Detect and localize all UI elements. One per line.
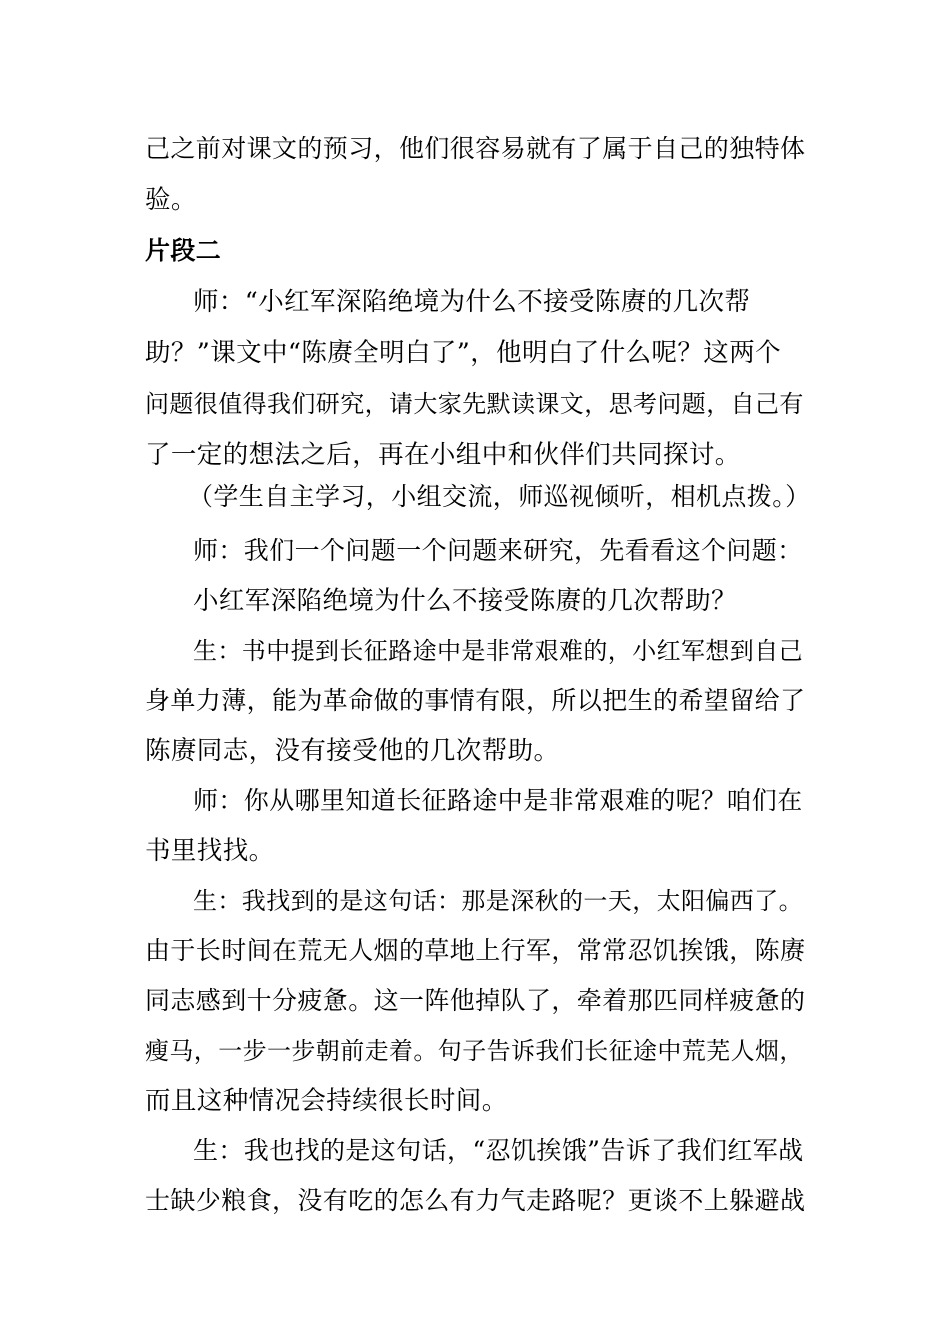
paragraph-line: （学生自主学习，小组交流，师巡视倾听，相机点拨。）	[188, 482, 811, 511]
paragraph-line: 验。	[145, 185, 197, 215]
paragraph-line: 生：书中提到长征路途中是非常艰难的，小红军想到自己	[193, 637, 803, 665]
paragraph-line: 师：“小红军深陷绝境为什么不接受陈赓的几次帮	[193, 287, 751, 317]
paragraph-line: 而且这种情况会持续很长时间。	[145, 1086, 508, 1116]
paragraph-line: 小红军深陷绝境为什么不接受陈赓的几次帮助？	[193, 586, 737, 616]
paragraph-line: 士缺少粮食，没有吃的怎么有力气走路呢？更谈不上躲避战	[145, 1186, 806, 1215]
paragraph-line: 生：我也找的是这句话，“忍饥挨饿”告诉了我们红军战	[193, 1136, 804, 1165]
paragraph-line: 生：我找到的是这句话：那是深秋的一天，太阳偏西了。	[193, 887, 803, 915]
section-heading: 片段二	[145, 236, 222, 265]
paragraph-line: 同志感到十分疲惫。这一阵他掉队了，牵着那匹同样疲惫的	[145, 986, 806, 1015]
paragraph-line: 身单力薄，能为革命做的事情有限，所以把生的希望留给了	[145, 686, 806, 715]
paragraph-line: 师：你从哪里知道长征路途中是非常艰难的呢？咱们在	[193, 786, 803, 815]
paragraph-line: 由于长时间在荒无人烟的草地上行军，常常忍饥挨饿，陈赓	[145, 936, 806, 965]
paragraph-line: 瘦马，一步一步朝前走着。句子告诉我们长征途中荒芜人烟，	[145, 1037, 804, 1065]
paragraph-line: 问题很值得我们研究，请大家先默读课文，思考问题，自己有	[145, 390, 804, 418]
paragraph-line: 师：我们一个问题一个问题来研究，先看看这个问题：	[193, 536, 803, 565]
paragraph-line: 书里找找。	[145, 836, 275, 866]
paragraph-line: 助？”课文中“陈赓全明白了”，他明白了什么呢？这两个	[145, 338, 782, 368]
paragraph-line: 己之前对课文的预习，他们很容易就有了属于自己的独特体	[145, 134, 806, 163]
paragraph-line: 陈赓同志，没有接受他的几次帮助。	[145, 736, 560, 766]
paragraph-line: 了一定的想法之后，再在小组中和伙伴们共同探讨。	[145, 440, 741, 470]
